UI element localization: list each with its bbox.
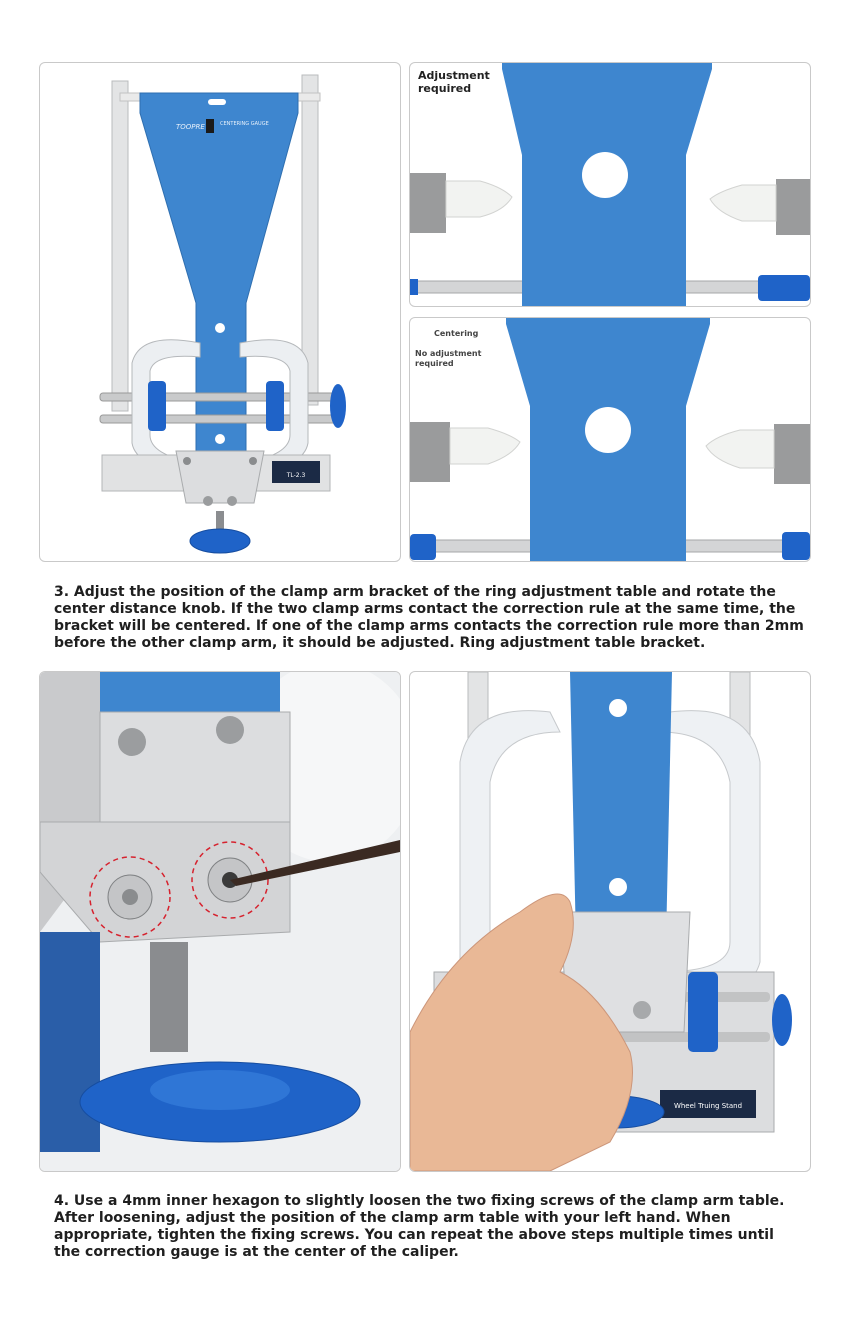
- hex-key-illustration: [40, 672, 400, 1171]
- no-adjustment-required-label: No adjustment required: [415, 349, 482, 368]
- gauge-label-text: CENTERING GAUGE: [220, 121, 269, 127]
- photo-hand-adjusting-bracket: [409, 671, 811, 1172]
- stand-name-text: Wheel Truing Stand: [673, 1102, 743, 1110]
- step-3-instructions: 3. Adjust the position of the clamp arm bracket of the ring adjustment table and rotate the center distance knob. If the two clamp arms contact the correction rule at the same time, the bracket will be centered. If one of the clamp arms contacts the correction rule more than 2mm before the other clamp arm, it should be adjusted. Ring adjustment table bracket.: [54, 584, 804, 651]
- photo-adjustment-required: [409, 62, 811, 307]
- photo-truing-stand: [39, 62, 401, 562]
- centering-label: Centering: [434, 329, 479, 338]
- stand-model-text: TL-2.3: [286, 472, 306, 479]
- step-4-instructions: 4. Use a 4mm inner hexagon to slightly loosen the two fixing screws of the clamp arm table. After loosening, adjust the position of the clamp arm table with your left hand. When appropriate, tighten the fixing screws. You can repeat the above steps multiple times until the correction gauge is at the center of the caliper.: [54, 1193, 785, 1260]
- gauge-brand-text: TOOPRE: [176, 123, 205, 131]
- adjustment-required-label: Adjustment required: [418, 69, 490, 95]
- adjustment-required-illustration: [410, 63, 810, 306]
- photo-no-adjustment-required: [409, 317, 811, 562]
- photo-hex-key-screws: [39, 671, 401, 1172]
- truing-stand-illustration: [40, 63, 400, 561]
- hand-adjust-illustration: [410, 672, 810, 1171]
